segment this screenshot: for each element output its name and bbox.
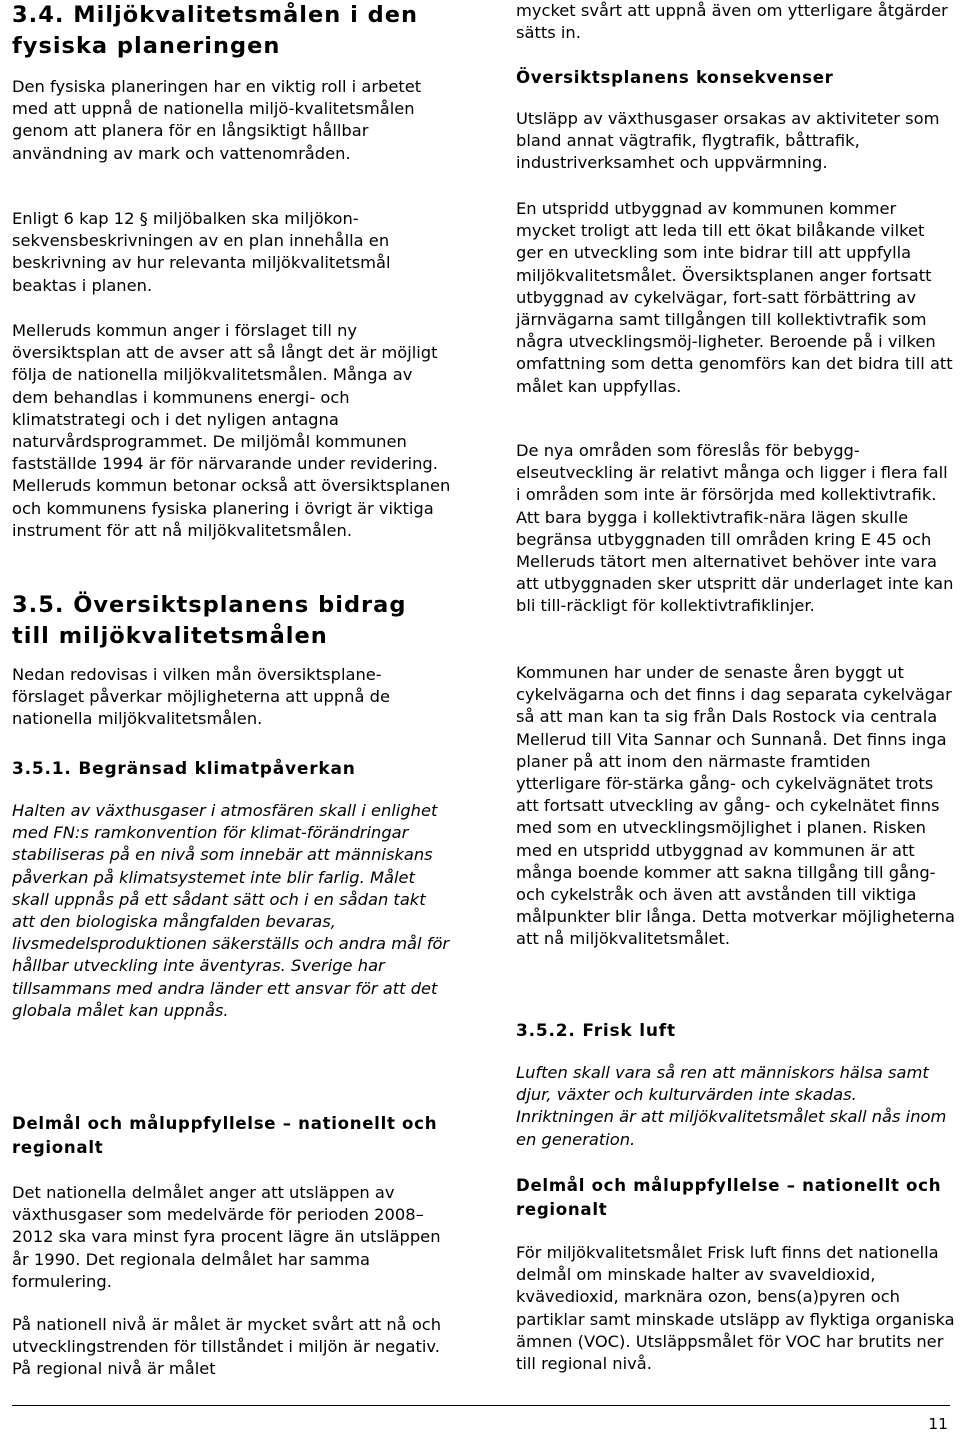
subheading: Delmål och måluppfyllelse – nationellt och regionalt	[516, 1176, 942, 1219]
section-3-4-heading: 3.4. Miljökvalitetsmålen i den fysiska planeringen	[12, 2, 419, 59]
paragraph: Utsläpp av växthusgaser orsakas av aktiviteter som bland annat vägtrafik, flygtrafik, båttrafik, industriverksamhet och uppvärmning.	[516, 109, 940, 173]
paragraph: Nedan redovisas i vilken mån översiktsplane-förslaget påverkar möjligheterna att uppnå de nationella miljökvalitetsmålen.	[12, 665, 390, 729]
paragraph: För miljökvalitetsmålet Frisk luft finns det nationella delmål om minskade halter av svaveldioxid, kvävedioxid, marknära ozon, bens(a)pyren och partiklar samt minskade utsläpp av flyktiga organiska ämnen (VOC). Utsläppsmålet för VOC har brutits ner till regional nivå.	[516, 1243, 955, 1374]
paragraph: På nationell nivå är målet är mycket svårt att nå och utvecklingstrenden för tillståndet i miljön är negativ. På regional nivå är målet	[12, 1315, 442, 1379]
subheading: Delmål och måluppfyllelse – nationellt och regionalt	[12, 1114, 438, 1157]
paragraph-continued: mycket svårt att uppnå även om ytterligare åtgärder sätts in.	[516, 1, 948, 43]
paragraph: Det nationella delmålet anger att utsläppen av växthusgaser som medelvärde för perioden 2008–2012 ska vara minst fyra procent lägre än utsläppen år 1990. Det regionala delmålet har samma formulering.	[12, 1183, 441, 1291]
page-number: 11	[928, 1415, 948, 1433]
paragraph: Melleruds kommun anger i förslaget till ny översiktsplan att de avser att så långt det är möjligt följa de nationella miljökvalitetsmålen. Många av dem behandlas i kommunens energi- och klimatstrategi och i det nyligen antagna naturvårdsprogrammet. De miljömål kommunen fastställde 1994 är för närvarande under revidering. Melleruds kommun betonar också att översiktsplanen och kommunens fysiska planering i övrigt är viktiga instrument för att nå miljökvalitetsmålen.	[12, 321, 451, 540]
footer-divider	[12, 1405, 950, 1406]
section-3-5-heading: 3.5. Översiktsplanens bidrag till miljökvalitetsmålen	[12, 592, 407, 649]
paragraph: En utspridd utbyggnad av kommunen kommer mycket troligt att leda till ett ökat bilåkande vilket ger en utveckling som inte bidrar till att uppfylla miljökvalitetsmålet. Översiktsplanen anger fortsatt utbyggnad av cykelvägar, fort-satt förbättring av järnvägarna samt tillgången till kollektivtrafik som några utvecklingsmöj-ligheter. Beroende på i vilken omfattning som detta genomförs kan det bidra till att målet kan uppfyllas.	[516, 199, 953, 396]
goal-quote: Halten av växthusgaser i atmosfären skall i enlighet med FN:s ramkonvention för klimat-förändringar stabiliseras på en nivå som innebär att människans påverkan på klimatsystemet inte blir farlig. Målet skall uppnås på ett sådant sätt och i en sådan takt att den biologiska mångfalden bevaras, livsmedelsproduktionen säkerställs och andra mål för hållbar utveckling inte äventyras. Sverige har tillsammans med andra länder ett ansvar för att det globala målet kan uppnås.	[12, 801, 450, 1020]
paragraph: Kommunen har under de senaste åren byggt ut cykelvägarna och det finns i dag separata cykelvägar så att man kan ta sig från Dals Rostock via centrala Mellerud till Vita Sannar och Sunnanå. Det finns inga planer på att inom den närmaste framtiden ytterligare för-stärka gång- och cykelvägnätet trots att fortsatt utveckling av gång- och cykelnätet finns med som en utvecklingsmöjlighet i planen. Risken med en utspridd utbyggnad av kommunen är att många boende kommer att sakna tillgång till gång- och cykelstråk och även att avstånden till viktiga målpunkter blir långa. Detta motverkar möjligheterna att nå miljökvalitetsmålet.	[516, 663, 955, 949]
paragraph: Enligt 6 kap 12 § miljöbalken ska miljökon-sekvensbeskrivningen av en plan innehålla en beskrivning av hur relevanta miljökvalitetsmål beaktas i planen.	[12, 209, 391, 295]
heading-konsekvenser: Översiktsplanens konsekvenser	[516, 68, 834, 87]
section-3-5-1-heading: 3.5.1. Begränsad klimatpåverkan	[12, 759, 356, 779]
paragraph: Den fysiska planeringen har en viktig roll i arbetet med att uppnå de nationella miljö-kvalitetsmålen genom att planera för en långsiktigt hållbar användning av mark och vattenområden.	[12, 77, 422, 163]
goal-quote: Luften skall vara så ren att människors hälsa samt djur, växter och kulturvärden inte skadas. Inriktningen är att miljökvalitetsmålet skall nås inom en generation.	[516, 1063, 947, 1149]
section-3-5-2-heading: 3.5.2. Frisk luft	[516, 1021, 676, 1041]
paragraph: De nya områden som föreslås för bebygg-elseutveckling är relativt många och ligger i flera fall i områden som inte är försörjda med kollektivtrafik. Att bara bygga i kollektivtrafik-nära lägen skulle begränsa utbyggnaden till områden kring E 45 och Melleruds tätort men alternativet behöver inte vara att utbyggnaden sker utspritt där underlaget inte kan bli till-räckligt för kollektivtrafiklinjer.	[516, 441, 954, 616]
